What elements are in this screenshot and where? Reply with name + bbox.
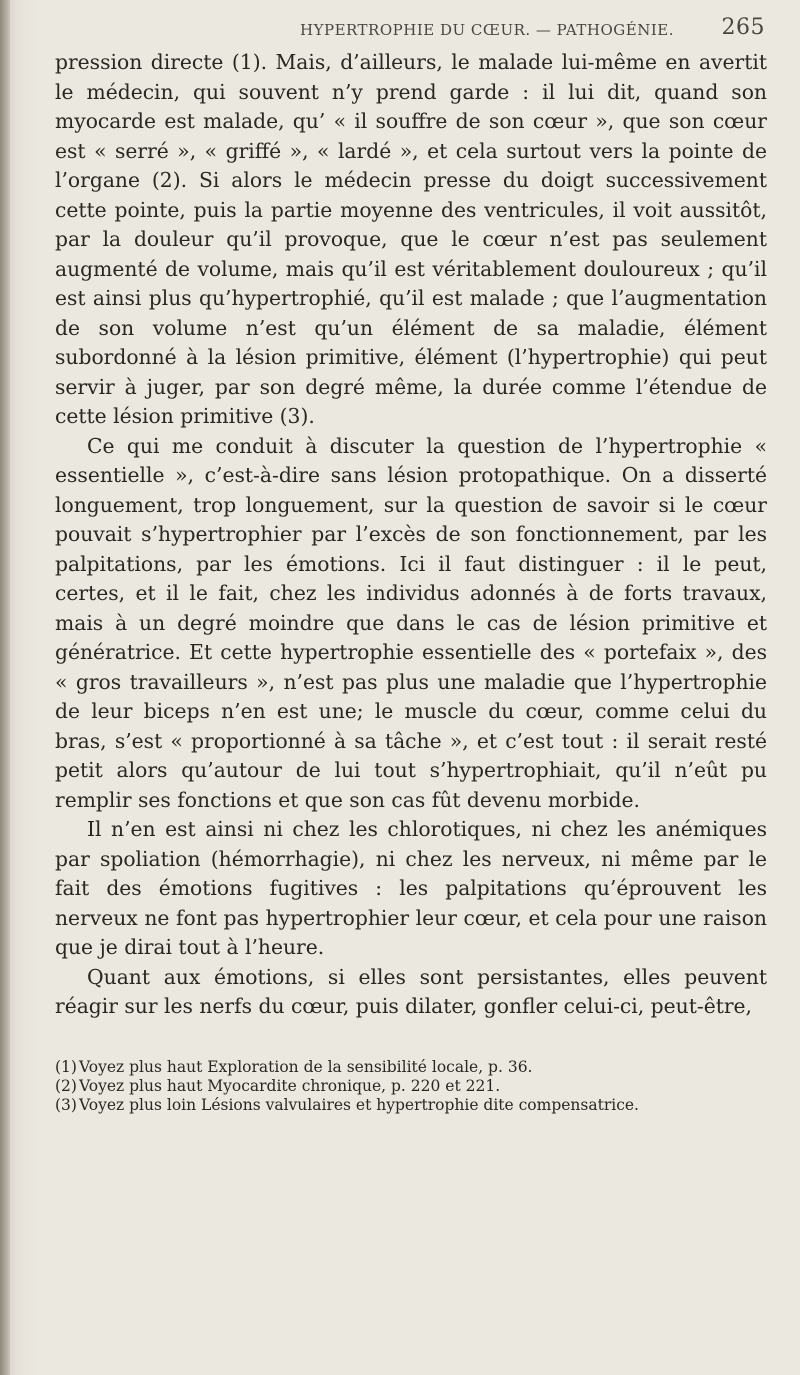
page-binding-edge: [0, 0, 10, 1375]
footnote-number: (1): [55, 1058, 77, 1076]
running-title: HYPERTROPHIE DU CŒUR. — PATHOGÉNIE.: [300, 21, 674, 39]
footnote-number: (3): [55, 1096, 77, 1114]
page-number: 265: [721, 15, 765, 40]
footnotes: [55, 1058, 767, 1115]
paragraph: Ce qui me conduit à discuter la question de l’hypertrophie « essentielle », c’est-à-dire sans lésion protopathique. On a disserté longuement, trop longuement, sur la question de savoir si le cœur pouvait s’hypertrophier par l’excès de son fonctionnement, par les palpitations, par les émotions. Ici il faut distinguer : il le peut, certes, et il le fait, chez les individus adonnés à de forts travaux, mais à un degré moindre que dans le cas de lésion primitive et génératrice. Et cette hypertrophie essentielle des « portefaix », des « gros travailleurs », n’est pas plus une maladie que l’hypertrophie de leur biceps n’en est une; le muscle du cœur, comme celui du bras, s’est « proportionné à sa tâche », et c’est tout : il serait resté petit alors qu’autour de lui tout s’hypertrophiait, qu’il n’eût pu remplir ses fonctions et que son cas fût devenu morbide.: [55, 433, 767, 812]
footnote-text: Voyez plus haut Exploration de la sensibilité locale, p. 36.: [79, 1058, 533, 1076]
running-header: [300, 15, 765, 45]
footnote-text: Voyez plus loin Lésions valvulaires et hypertrophie dite compensatrice.: [79, 1096, 639, 1114]
footnote-number: (2): [55, 1077, 77, 1095]
footnote: [55, 1077, 767, 1096]
paragraph: Il n’en est ainsi ni chez les chlorotiques, ni chez les anémiques par spoliation (hémorrhagie), ni chez les nerveux, ni même par le fait des émotions fugitives : les palpitations qu’éprouvent les nerveux ne font pas hypertrophier leur cœur, et cela pour une raison que je dirai tout à l’heure.: [55, 817, 767, 959]
paragraph: Quant aux émotions, si elles sont persistantes, elles peuvent réagir sur les nerfs du cœur, puis dilater, gonfler celui-ci, peut-être,: [55, 964, 767, 1018]
body-text: [55, 48, 767, 1022]
footnote: [55, 1096, 767, 1115]
footnote-text: Voyez plus haut Myocardite chronique, p. 220 et 221.: [79, 1077, 501, 1095]
footnote: [55, 1058, 767, 1077]
paragraph: pression directe (1). Mais, d’ailleurs, le malade lui-même en avertit le médecin, qui souvent n’y prend garde : il lui dit, quand son myocarde est malade, qu’ « il souffre de son cœur », que son cœur est « serré », « griffé », « lardé », et cela surtout vers la pointe de l’organe (2). Si alors le médecin presse du doigt successivement cette pointe, puis la partie moyenne des ventricules, il voit aussitôt, par la douleur qu’il provoque, que le cœur n’est pas seulement augmenté de volume, mais qu’il est véritablement douloureux ; qu’il est ainsi plus qu’hypertrophié, qu’il est malade ; que l’augmentation de son volume n’est qu’un élément de sa maladie, élément subordonné à la lésion primitive, élément (l’hypertrophie) qui peut servir à juger, par son degré même, la durée comme l’étendue de cette lésion primitive (3).: [55, 50, 767, 428]
